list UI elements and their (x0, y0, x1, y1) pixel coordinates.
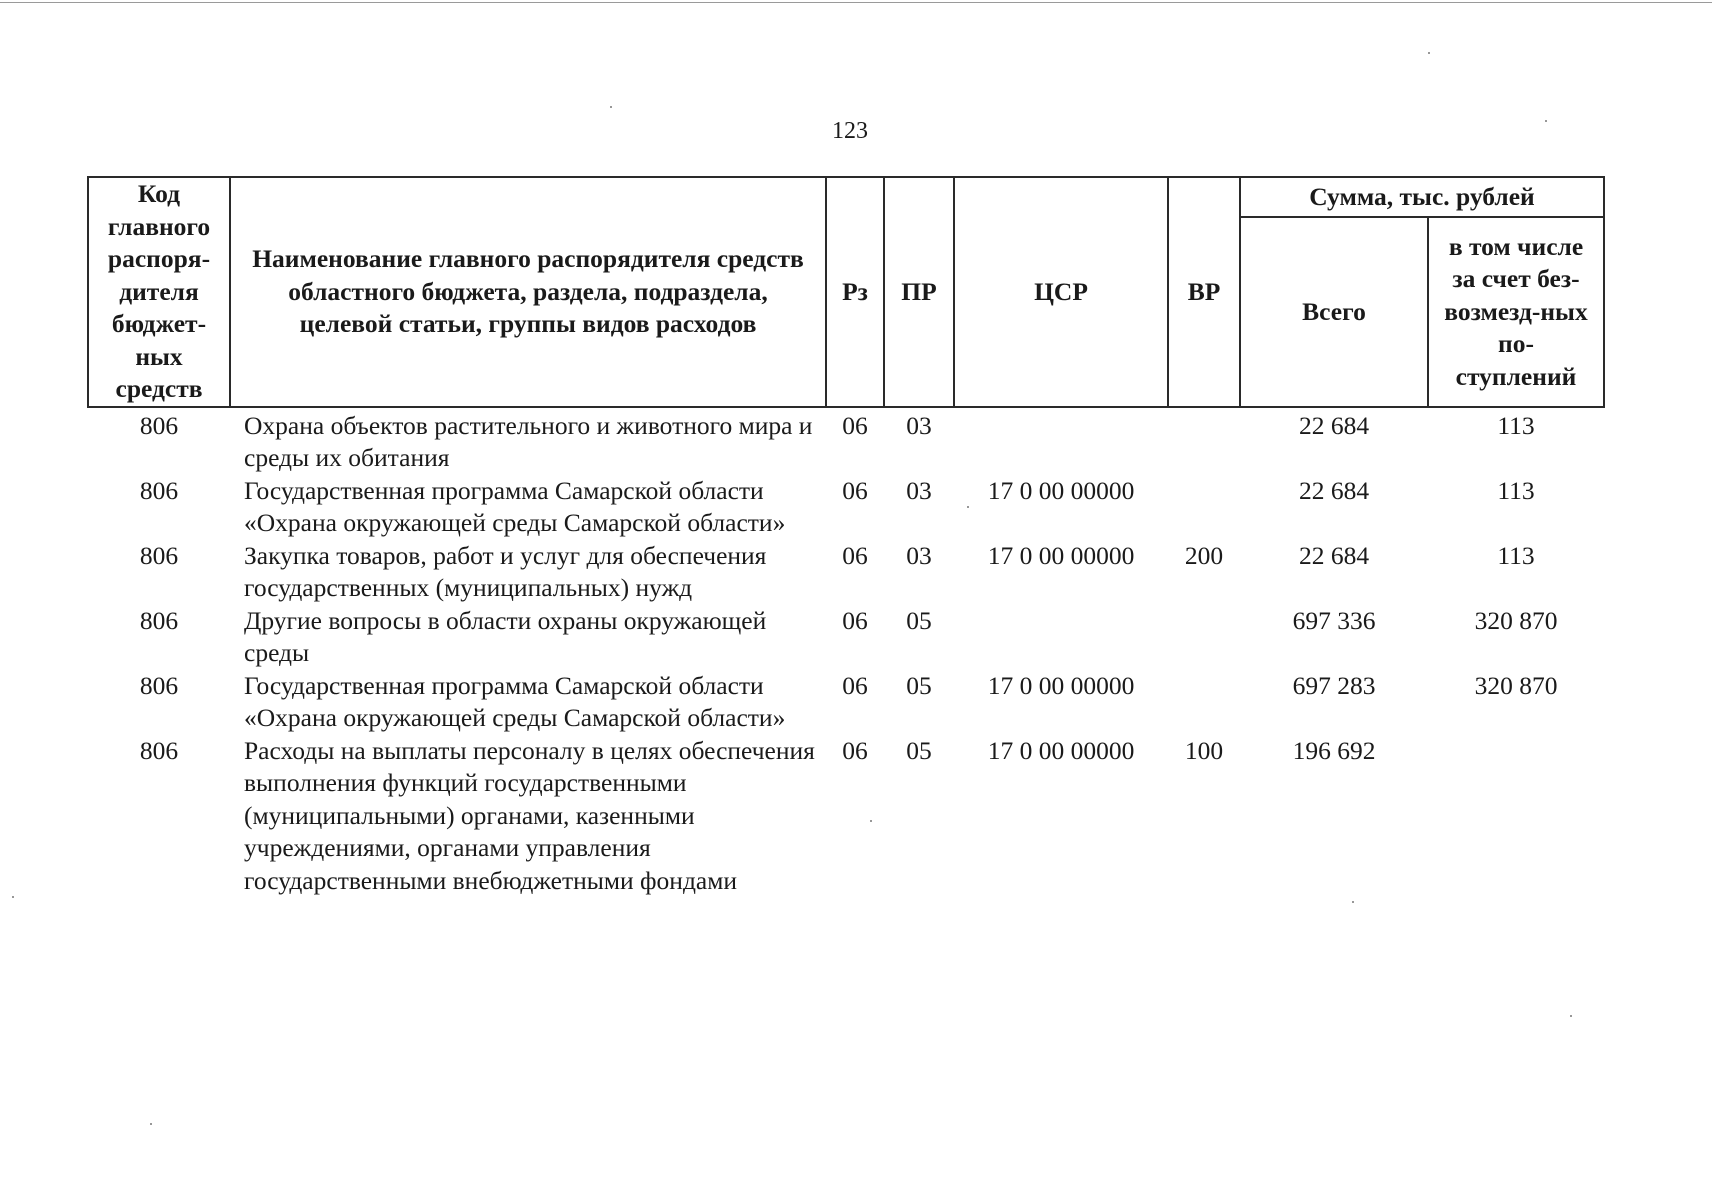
cell-rz: 06 (842, 475, 868, 505)
cell-rz: 06 (842, 540, 868, 570)
cell-csr: 17 0 00 00000 (987, 670, 1135, 700)
cell-pr: 05 (906, 735, 932, 765)
cell-name: Другие вопросы в области охраны окружающей среды (244, 605, 767, 667)
cell-name: Закупка товаров, работ и услуг для обеспечения государственных (муниципальных) нужд (244, 540, 767, 602)
header-vr: ВР (1168, 177, 1240, 407)
scan-speck (1428, 52, 1430, 54)
cell-pr: 03 (906, 540, 932, 570)
cell-code: 806 (139, 540, 179, 570)
cell-free: 320 870 (1474, 670, 1558, 700)
cell-vr (1168, 475, 1240, 540)
page-number: 123 (832, 118, 868, 144)
header-free (1428, 217, 1604, 407)
table-row (88, 670, 1604, 735)
cell-csr: 17 0 00 00000 (987, 540, 1135, 570)
cell-vr: 200 (1184, 540, 1224, 570)
header-csr: ЦСР (954, 177, 1168, 407)
cell-pr: 05 (906, 605, 932, 635)
table-row (88, 407, 1604, 475)
cell-code: 806 (139, 410, 179, 440)
cell-rz: 06 (842, 605, 868, 635)
cell-code: 806 (139, 605, 179, 635)
cell-vr (1168, 407, 1240, 475)
table-row (88, 735, 1604, 898)
scan-speck (870, 820, 872, 822)
cell-total: 22 684 (1298, 410, 1370, 440)
header-pr: ПР (884, 177, 954, 407)
cell-total: 22 684 (1298, 475, 1370, 505)
header-rz: Рз (826, 177, 884, 407)
cell-pr: 03 (906, 475, 932, 505)
cell-vr: 100 (1184, 735, 1224, 765)
cell-name: Расходы на выплаты персоналу в целях обеспечения выполнения функций государственными (муниципальными) органами, казенными учреждениями, органами управления государственными внебюджетными фондами (244, 735, 815, 895)
cell-total: 196 692 (1292, 735, 1376, 765)
cell-free: 113 (1497, 475, 1535, 505)
scan-speck (610, 106, 612, 108)
table-row (88, 605, 1604, 670)
table-row (88, 540, 1604, 605)
cell-rz: 06 (842, 410, 868, 440)
scan-speck (12, 896, 14, 898)
cell-vr (1168, 605, 1240, 670)
cell-csr: 17 0 00 00000 (987, 475, 1135, 505)
header-name-text: Наименование главного распорядителя средств областного бюджета, раздела, подраздела, целевой статьи, группы видов расходов (252, 244, 804, 338)
cell-total: 697 283 (1292, 670, 1376, 700)
cell-code: 806 (139, 670, 179, 700)
cell-free (1428, 735, 1604, 898)
table-body (88, 407, 1604, 898)
cell-pr: 03 (906, 410, 932, 440)
scan-speck (1545, 120, 1547, 122)
cell-name: Государственная программа Самарской области «Охрана окружающей среды Самарской области» (244, 475, 786, 537)
budget-table (87, 176, 1605, 897)
cell-total: 22 684 (1298, 540, 1370, 570)
scan-speck (1570, 1015, 1572, 1017)
header-total: Всего (1240, 217, 1428, 407)
cell-csr: 17 0 00 00000 (987, 735, 1135, 765)
cell-rz: 06 (842, 735, 868, 765)
table-row (88, 475, 1604, 540)
cell-free: 113 (1497, 410, 1535, 440)
cell-total: 697 336 (1292, 605, 1376, 635)
scan-speck (1352, 901, 1354, 903)
cell-free: 113 (1497, 540, 1535, 570)
cell-pr: 05 (906, 670, 932, 700)
header-name (230, 177, 826, 407)
cell-vr (1168, 670, 1240, 735)
scan-edge-line (0, 2, 1712, 3)
header-free-text: в том числе за счет без-возмезд-ных по-ступлений (1444, 231, 1588, 391)
cell-rz: 06 (842, 670, 868, 700)
header-code-text: Код главного распоря-дителя бюджет-ных средств (107, 179, 211, 403)
cell-name: Государственная программа Самарской области «Охрана окружающей среды Самарской области» (244, 670, 786, 732)
header-code (88, 177, 230, 407)
table-header (88, 177, 1604, 407)
cell-free: 320 870 (1474, 605, 1558, 635)
scan-speck (967, 506, 969, 508)
cell-name: Охрана объектов растительного и животного мира и среды их обитания (244, 410, 813, 472)
scan-speck (150, 1123, 152, 1125)
header-sum-group: Сумма, тыс. рублей (1240, 177, 1604, 217)
cell-code: 806 (139, 735, 179, 765)
cell-csr (954, 605, 1168, 670)
cell-code: 806 (139, 475, 179, 505)
cell-csr (954, 407, 1168, 475)
